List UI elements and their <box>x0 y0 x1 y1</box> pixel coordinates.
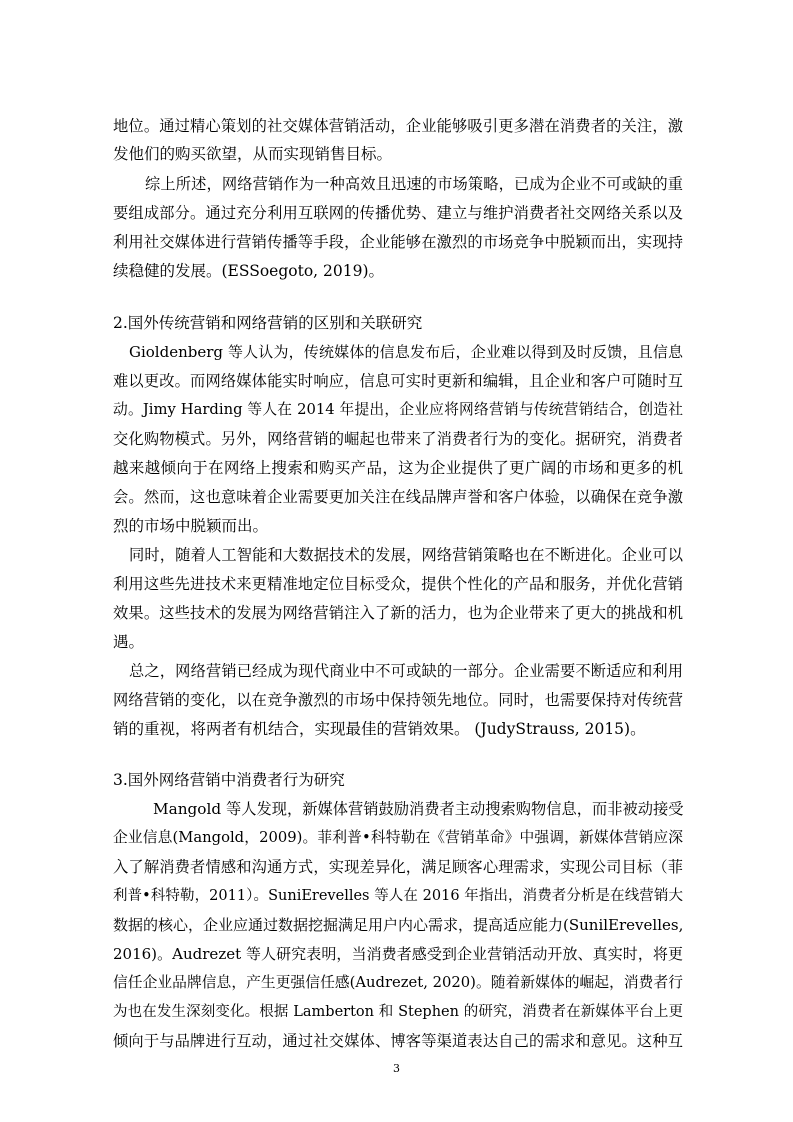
text-line: 入了解消费者情感和沟通方式，实现差异化，满足顾客心理需求，实现公司目标（菲 <box>113 858 683 876</box>
text-line: 销的重视，将两者有机结合，实现最佳的营销效果。 (JudyStrauss, 2015)。 <box>113 720 646 738</box>
text-line: 综上所述，网络营销作为一种高效且迅速的市场策略，已成为企业不可或缺的重 <box>145 175 683 193</box>
text-line: 地位。通过精心策划的社交媒体营销活动，企业能够吸引更多潜在消费者的关注，激 <box>113 117 683 135</box>
text-line: 网络营销的变化，以在竞争激烈的市场中保持领先地位。同时，也需要保持对传统营 <box>113 691 683 709</box>
text-line: 烈的市场中脱颖而出。 <box>113 517 269 535</box>
section-heading: 2.国外传统营销和网络营销的区别和关联研究 <box>113 314 423 332</box>
text-line: 利用这些先进技术来更精准地定位目标受众，提供个性化的产品和服务，并优化营销 <box>113 575 683 593</box>
text-line: 利普•科特勒，2011）。SuniErevelles 等人在 2016 年指出，消费者分析是在线营销大 <box>113 888 683 904</box>
text-line: 2016)。Audrezet 等人研究表明，当消费者感受到企业营销活动开放、真实时，将更 <box>113 945 683 963</box>
text-line: Mangold 等人发现，新媒体营销鼓励消费者主动搜索购物信息，而非被动接受 <box>153 800 684 818</box>
text-line: 总之，网络营销已经成为现代商业中不可或缺的一部分。企业需要不断适应和利用 <box>129 662 683 680</box>
text-line: 数据的核心，企业应通过数据挖掘满足用户内心需求，提高适应能力(SunilErevelles, <box>113 916 684 934</box>
text-line: 信任企业品牌信息，产生更强信任感(Audrezet, 2020)。随着新媒体的崛起，消费者行 <box>113 974 683 991</box>
text-line: 续稳健的发展。(ESSoegoto, 2019)。 <box>113 262 384 280</box>
text-line: 会。然而，这也意味着企业需要更加关注在线品牌声誉和客户体验，以确保在竞争激 <box>113 488 683 506</box>
text-line: 发他们的购买欲望，从而实现销售目标。 <box>113 145 393 163</box>
text-line: 交化购物模式。另外，网络营销的崛起也带来了消费者行为的变化。据研究，消费者 <box>113 430 683 448</box>
section-heading: 3.国外网络营销中消费者行为研究 <box>113 771 345 789</box>
text-line: 难以更改。而网络媒体能实时响应，信息可实时更新和编辑，且企业和客户可随时互 <box>113 372 683 390</box>
text-line: 要组成部分。通过充分利用互联网的传播优势、建立与维护消费者社交网络关系以及 <box>113 204 683 222</box>
text-line: 倾向于与品牌进行互动，通过社交媒体、博客等渠道表达自己的需求和意见。这种互 <box>113 1032 683 1050</box>
text-line: 为也在发生深刻变化。根据 Lamberton 和 Stephen 的研究，消费者在新媒体平台上更 <box>113 1004 683 1020</box>
text-line: Gioldenberg 等人认为，传统媒体的信息发布后，企业难以得到及时反馈，且信息 <box>129 343 683 361</box>
text-line: 越来越倾向于在网络上搜索和购买产品，这为企业提供了更广阔的市场和更多的机 <box>113 459 683 477</box>
text-line: 利用社交媒体进行营销传播等手段，企业能够在激烈的市场竞争中脱颖而出，实现持 <box>113 233 683 251</box>
text-line: 企业信息(Mangold，2009)。菲利普•科特勒在《营销革命》中强调，新媒体营销应深 <box>113 829 683 846</box>
page-number: 3 <box>393 1062 400 1075</box>
text-line: 效果。这些技术的发展为网络营销注入了新的活力，也为企业带来了更大的挑战和机 <box>113 604 683 622</box>
text-line: 动。Jimy Harding 等人在 2014 年提出，企业应将网络营销与传统营销结合，创造社 <box>113 401 683 418</box>
text-line: 同时，随着人工智能和大数据技术的发展，网络营销策略也在不断进化。企业可以 <box>129 546 683 564</box>
text-line: 遇。 <box>113 633 145 651</box>
